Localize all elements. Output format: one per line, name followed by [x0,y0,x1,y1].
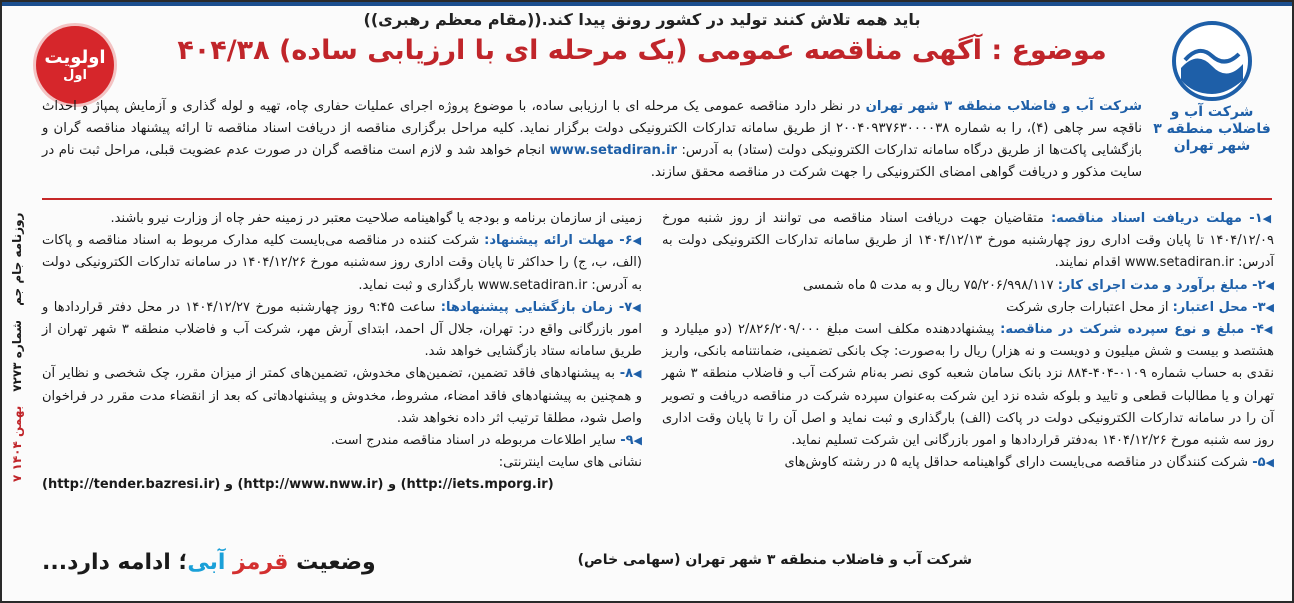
list-item: ◀۷- زمان بازگشایی پیشنهادها: ساعت ۹:۴۵ روز چهارشنبه مورخ ۱۴۰۴/۱۲/۲۷ در محل دفتر قراردادها و امور بازرگانی واقع در: تهران، جلال آل احمد، ابتدای آرش مهر، شرکت آب و فاضلاب منطقه ۳ شهر تهران از طریق سامانه ستاد بازگشایی خواهد شد. [42,299,643,360]
water-company-logo [1152,20,1272,155]
divider [42,198,1272,200]
intro-text2: انجام خواهد شد و لازم است مناقصه گران در صورت عدم عضویت قبلی، مراحل ثبت نام در سایت مذکور و دریافت گواهی امضای الکترونیکی را جهت شرکت در مناقصه محقق سازند. [42,143,1142,180]
list-item: ◀۳- محل اعتبار: از محل اعتبارات جاری شرکت [1006,299,1274,315]
list-item: ◀۹- سایر اطلاعات مربوطه در اسناد مناقصه مندرج است. [330,433,642,449]
intro-company: شرکت آب و فاضلاب منطقه ۳ شهر تهران [865,99,1142,114]
list-item: ◀۴- مبلغ و نوع سپرده شرکت در مناقصه: پیشنهاددهنده مکلف است مبلغ ۲/۸۲۶/۲۰۹/۰۰۰ (دو میلیارد و هشتصد و بیست و شش میلیون و دویست و نه هزار) ریال را به‌صورت: چک بانکی تضمینی، ضمانتنامه بانکی، واریز نقدی به حساب شماره ۰۱۰۹-۴۰۴-۸۸۴ نزد بانک سامان شعبه کوی نصر به‌نام شرکت آب و فاضلاب منطقه ۳ شهر تهران و یا مطالبات قطعی و تایید و بلوکه شده نزد این شرکت به‌عنوان سپرده شرکت در مناقصه دریافت و تصویر آن را در سامانه تدارکات الکترونیکی دولت در پاکت (الف) بارگذاری و ثبت نماید و اصل آن را تا پایان وقت اداری روز سه شنبه مورخ ۱۴۰۴/۱۲/۲۶ به‌دفتر قراردادها و امور بازرگانی این شرکت تسلیم نماید. [662,322,1274,449]
issue-date: ۷ بهمن ۱۴۰۴ [10,405,24,482]
newspaper-name: روزنامه جام جم [10,212,24,306]
list-item: ◀۲- مبلغ برآورد و مدت اجرای کار: ۷۵/۲۰۶/۹۹۸/۱۱۷ ریال و به مدت ۵ ماه شمسی [802,277,1274,293]
slogan: باید همه تلاش کنند تولید در کشور رونق پیدا کند.((مقام معظم رهبری)) [363,10,921,29]
list-item: ◀۱- مهلت دریافت اسناد مناقصه: متقاضیان جهت دریافت اسناد مناقصه می توانند از روز شنبه مورخ ۱۴۰۴/۱۲/۰۹ تا پایان وقت اداری روز چهارشنبه مورخ ۱۴۰۴/۱۲/۱۳ از طریق سامانه تدارکات الکترونیکی دولت به آدرس: www.setadiran.ir اقدام نمایند. [662,211,1274,271]
website-links[interactable]: (http://tender.bazresi.ir) و (http://www.nww.ir) و (http://iets.mporg.ir) [42,477,554,493]
company-logo-name: شرکت آب و فاضلاب منطقه ۳ شهر تهران [1153,104,1271,154]
intro-site-link[interactable]: www.setadiran.ir [549,143,677,158]
left-column [42,208,642,497]
stamp-line1: اولویت [44,46,106,68]
water-drop-icon [1171,20,1253,102]
right-column [662,208,1274,474]
priority-stamp-logo [36,26,114,104]
top-band [2,2,1292,6]
sites-label: نشانی های سایت اینترنتی: [498,455,642,471]
intro-text1: در نظر دارد مناقصه عمومی یک مرحله ای با ارزیابی ساده، با موضوع پروژه اجرای عملیات حفاری چاه، تهیه و لوله گذاری و آزمایش پمپاژ و احداث ناقچه سر چاهی (۴)، را به شماره ۲۰۰۴۰۹۳۷۶۳۰۰۰۰۳۸ از طریق سامانه تدارکات الکترونیکی دولت برگزار نماید. کلیه مراحل برگزاری مناقصه از دریافت اسناد مناقصه تا ارائه پیشنهاد مناقصه گران و بازگشایی پاکت‌ها از طریق درگاه سامانه تدارکات الکترونیکی دولت (ستاد) به آدرس: [42,99,1142,158]
continued-text: زمینی از سازمان برنامه و بودجه یا گواهینامه صلاحیت معتبر در زمینه حفر چاه از وزارت نیرو باشند. [110,211,642,226]
signature: شرکت آب و فاضلاب منطقه ۳ شهر تهران (سهامی خاص) [577,552,972,568]
list-item: ◀۸- به پیشنهادهای فاقد تضمین، تضمین‌های مخدوش، تضمین‌های کمتر از میزان مقرر، چک شخصی و نظایر آن و همچنین به پیشنهادهای فاقد امضاء، مشروط، مخدوش و پیشنهادهاتی که بعد از انقضاء مدت مقرر در فراخوان واصل شود، مطلقا ترتیب اثر داده نخواهد شد. [42,366,642,426]
list-item: ◀۶- مهلت ارائه پیشنهاد: شرکت کننده در مناقصه می‌بایست کلیه مدارک مربوط به اسناد مناقصه و پاکات (الف، ب، ج) را حداکثر تا پایان وقت اداری روز سه‌شنبه مورخ ۱۴۰۴/۱۲/۲۶ در سامانه تدارکات الکترونیکی دولت به آدرس: www.setadiran.ir بارگذاری و ثبت نماید. [42,233,642,293]
intro-paragraph [42,96,1142,184]
stamp-line2: اول [63,67,87,83]
water-status-banner: وضعیت قرمز آبی؛ ادامه دارد... [42,550,376,575]
list-item: ◀۵- شرکت کنندگان در مناقصه می‌بایست دارای گواهینامه حداقل پایه ۵ در رشته کاوش‌های [784,455,1274,471]
page-title: موضوع : آگهی مناقصه عمومی (یک مرحله ای با ارزیابی ساده) ۴۰۴/۳۸ [177,35,1107,66]
issue-number: شماره ۷۲۷۳ [10,319,24,392]
side-strip [6,152,28,482]
